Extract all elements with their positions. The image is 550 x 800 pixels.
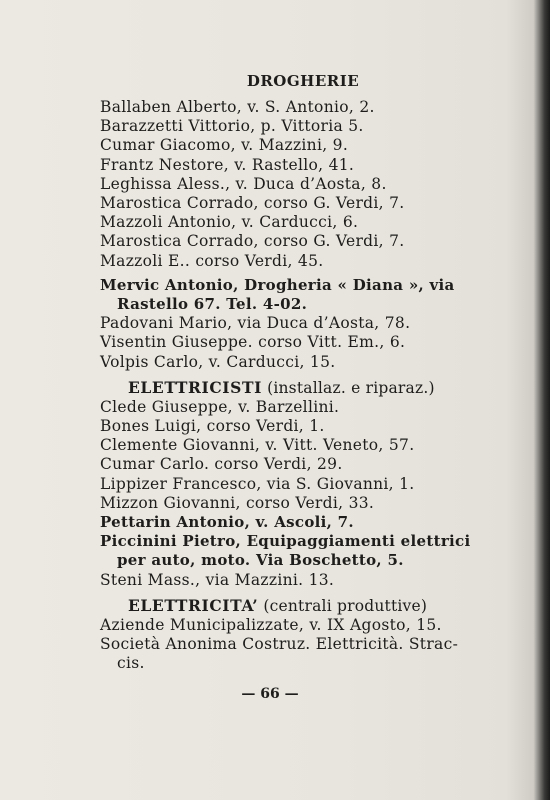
directory-column bbox=[100, 72, 470, 673]
list-item: Visentin Giuseppe. corso Vitt. Em., 6. bbox=[100, 333, 406, 352]
list-item: Clede Giuseppe, v. Barzellini. bbox=[100, 397, 340, 416]
list-item-continuation: cis. bbox=[117, 654, 145, 673]
list-item: Mazzoli E.. corso Verdi, 45. bbox=[100, 251, 324, 270]
list-item: Ballaben Alberto, v. S. Antonio, 2. bbox=[100, 98, 375, 116]
list-item: Mazzoli Antonio, v. Carducci, 6. bbox=[100, 213, 359, 232]
list-item: Bones Luigi, corso Verdi, 1. bbox=[100, 417, 325, 436]
featured-entry-line: per auto, moto. Via Boschetto, 5. bbox=[117, 551, 404, 570]
elettricisti-list bbox=[100, 398, 470, 590]
list-item: Cumar Carlo. corso Verdi, 29. bbox=[100, 455, 343, 474]
section-subtitle: (centrali produttive) bbox=[263, 596, 428, 615]
section-header-elettricita bbox=[128, 596, 470, 615]
list-item: Padovani Mario, via Duca d’Aosta, 78. bbox=[100, 314, 411, 333]
list-item: Steni Mass., via Mazzini. 13. bbox=[100, 570, 335, 589]
section-title-elettricisti: ELETTRICISTI bbox=[128, 377, 262, 397]
list-item: Lippizer Francesco, via S. Giovanni, 1. bbox=[100, 474, 415, 493]
list-item: Società Anonima Costruz. Elettricità. Strac- bbox=[100, 635, 459, 654]
list-item: Marostica Corrado, corso G. Verdi, 7. bbox=[100, 232, 405, 251]
list-item: Cumar Giacomo, v. Mazzini, 9. bbox=[100, 136, 349, 155]
list-item: Volpis Carlo, v. Carducci, 15. bbox=[100, 352, 336, 371]
section-subtitle: (installaz. e riparaz.) bbox=[267, 378, 435, 397]
list-item: Marostica Corrado, corso G. Verdi, 7. bbox=[100, 194, 405, 213]
featured-entry-line: Piccinini Pietro, Equipaggiamenti elettrici bbox=[100, 532, 471, 551]
featured-entry-line: Rastello 67. Tel. 4-02. bbox=[117, 295, 308, 314]
featured-entry-line: Mervic Antonio, Drogheria « Diana », via bbox=[100, 275, 455, 294]
page-number: — 66 — bbox=[241, 686, 299, 702]
drogherie-list bbox=[100, 98, 470, 372]
list-item: Leghissa Aless., v. Duca d’Aosta, 8. bbox=[100, 174, 387, 193]
section-title-drogherie: DROGHERIE bbox=[246, 72, 360, 90]
list-item: Mizzon Giovanni, corso Verdi, 33. bbox=[100, 493, 375, 512]
bold-entry: Pettarin Antonio, v. Ascoli, 7. bbox=[100, 513, 354, 532]
list-item: Clemente Giovanni, v. Vitt. Veneto, 57. bbox=[100, 436, 415, 455]
section-header-elettricisti bbox=[128, 378, 470, 397]
elettricita-list bbox=[100, 616, 470, 674]
list-item: Frantz Nestore, v. Rastello, 41. bbox=[100, 155, 355, 174]
section-title-elettricita: ELETTRICITA’ bbox=[128, 595, 259, 615]
list-item: Barazzetti Vittorio, p. Vittoria 5. bbox=[100, 117, 364, 136]
list-item: Aziende Municipalizzate, v. IX Agosto, 15. bbox=[100, 615, 442, 634]
